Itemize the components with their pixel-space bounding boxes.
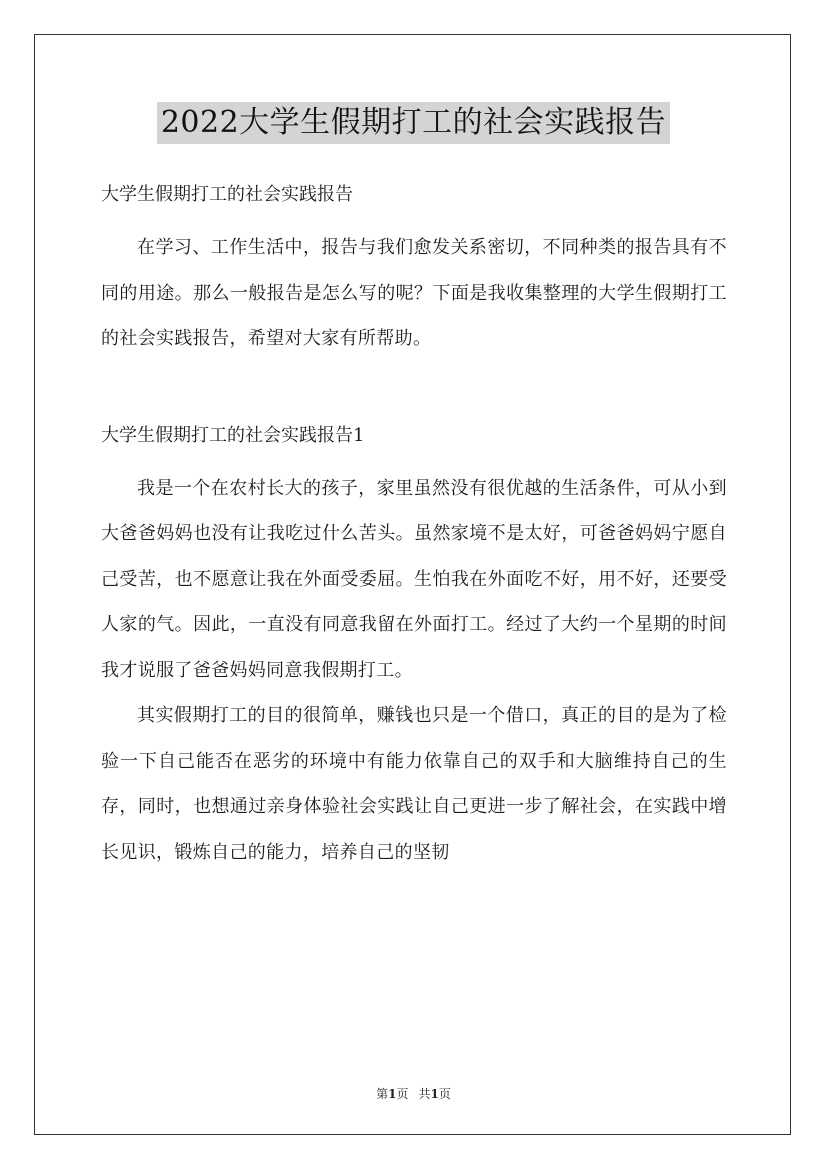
- document-title: 2022大学生假期打工的社会实践报告: [157, 102, 670, 144]
- title-container: [0, 102, 827, 144]
- footer-page-total: 1: [430, 1087, 439, 1101]
- footer-total-suffix: 页: [438, 1087, 451, 1101]
- intro-heading: 大学生假期打工的社会实践报告: [101, 184, 353, 205]
- section-1-heading: 大学生假期打工的社会实践报告1: [101, 424, 365, 446]
- footer-total-prefix: 共: [418, 1087, 431, 1101]
- intro-paragraph: 在学习、工作生活中，报告与我们愈发关系密切，不同种类的报告具有不同的用途。那么一般报告是怎么写的呢？下面是我收集整理的大学生假期打工的社会实践报告，希望对大家有所帮助。: [101, 237, 727, 349]
- page-footer: [0, 1085, 827, 1102]
- section-1-paragraph-2: 其实假期打工的目的很简单，赚钱也只是一个借口，真正的目的是为了检验一下自己能否在恶劣的环境中有能力依靠自己的双手和大脑维持自己的生存，同时，也想通过亲身体验社会实践让自己更进一步了解社会，在实践中增长见识，锻炼自己的能力，培养自己的坚韧: [101, 705, 727, 863]
- footer-page-suffix: 页: [396, 1087, 409, 1101]
- section-1-paragraph-1: 我是一个在农村长大的孩子，家里虽然没有很优越的生活条件，可从小到大爸爸妈妈也没有让我吃过什么苦头。虽然家境不是太好，可爸爸妈妈宁愿自己受苦，也不愿意让我在外面受委屈。生怕我在外面吃不好，用不好，还要受人家的气。因此，一直没有同意我留在外面打工。经过了大约一个星期的时间我才说服了爸爸妈妈同意我假期打工。: [101, 477, 727, 681]
- footer-page-current: 1: [388, 1087, 397, 1101]
- footer-page-prefix: 第: [376, 1087, 389, 1101]
- document-body: [101, 178, 727, 875]
